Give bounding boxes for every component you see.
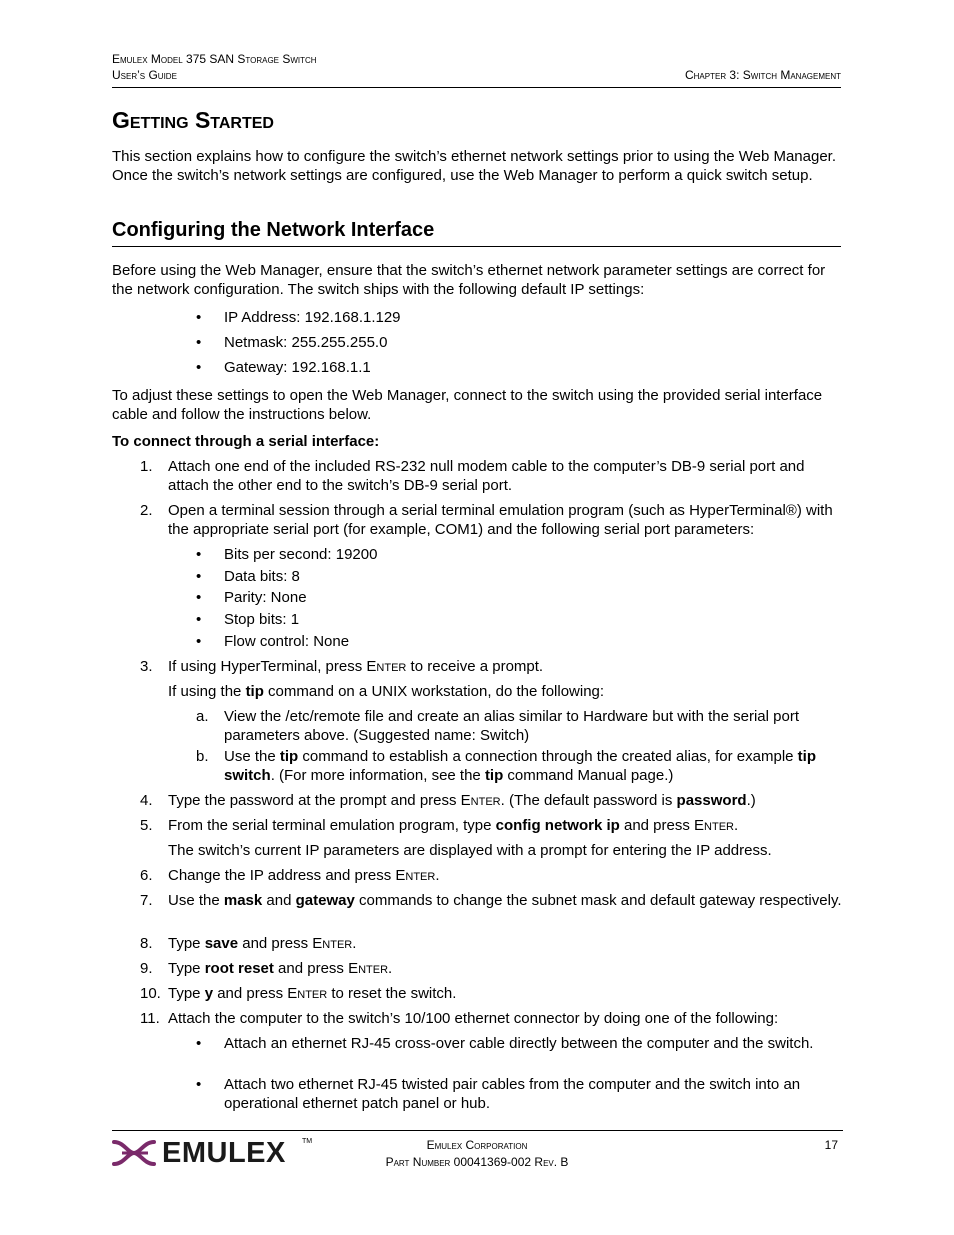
step-3-unix-text: If using the tip command on a UNIX workstation, do the following: xyxy=(168,683,605,700)
footer-rule xyxy=(112,1130,843,1131)
bullet-marker: • xyxy=(196,1035,202,1052)
step-number: 9. xyxy=(140,960,153,977)
substep-letter: b. xyxy=(196,748,209,765)
enter-key: Enter xyxy=(287,985,328,1002)
step-number: 10. xyxy=(140,985,161,1002)
footer-company: Emulex Corporation xyxy=(426,1138,528,1152)
step-number: 5. xyxy=(140,817,153,834)
step-number: 8. xyxy=(140,935,153,952)
header-chapter: Chapter 3: Switch Management xyxy=(684,68,841,82)
step-number: 4. xyxy=(140,792,153,809)
command: tip xyxy=(245,683,264,700)
bullet-marker: • xyxy=(196,359,202,376)
bullet-marker: • xyxy=(196,611,202,628)
step-5-note: The switch’s current IP parameters are displayed with a prompt for entering the IP address. xyxy=(168,842,772,859)
command: mask xyxy=(223,892,263,909)
command: tip xyxy=(484,767,504,784)
bullet-marker: • xyxy=(196,589,202,606)
step-8-text: Type save and press Enter. xyxy=(168,935,357,952)
enter-key: Enter xyxy=(348,960,389,977)
default-gateway: Gateway: 192.168.1.1 xyxy=(224,359,371,376)
step-3-text: If using HyperTerminal, press Enter to receive a prompt. xyxy=(168,658,544,675)
step-number: 7. xyxy=(140,892,153,909)
step-6-text: Change the IP address and press Enter. xyxy=(168,867,440,884)
command: config network ip xyxy=(495,817,620,834)
bullet-marker: • xyxy=(196,1076,202,1093)
trademark-mark: TM xyxy=(302,1138,313,1145)
subsection-intro: Before using the Web Manager, ensure that the switch’s ethernet network parameter settings are correct for the network configuration. The switch ships with the following default IP settings: xyxy=(112,262,826,298)
default-netmask: Netmask: 255.255.255.0 xyxy=(224,334,388,351)
command: save xyxy=(204,935,239,952)
command: gateway xyxy=(295,892,355,909)
step-number: 1. xyxy=(140,458,153,475)
step-1-text: Attach one end of the included RS-232 null modem cable to the computer’s DB-9 serial port and attach the other end to the switch’s DB-9 serial port. xyxy=(168,458,805,494)
section-intro: This section explains how to configure the switch’s ethernet network settings prior to using the Web Manager. Once the switch’s network settings are configured, use the Web Manager to perform a quick switch setup. xyxy=(112,148,836,184)
bullet-marker: • xyxy=(196,334,202,351)
step-10-text: Type y and press Enter to reset the switch. xyxy=(168,985,457,1002)
step-9-text: Type root reset and press Enter. xyxy=(168,960,393,977)
step-3b-text: Use the tip command to establish a connection through the created alias, for example tip switch. (For more information, see the tip command Manual page.) xyxy=(224,748,816,784)
connect-option-crossover: Attach an ethernet RJ-45 cross-over cable directly between the computer and the switch. xyxy=(224,1035,814,1052)
step-number: 2. xyxy=(140,502,153,519)
param-bits-per-second: Bits per second: 19200 xyxy=(224,546,378,563)
enter-key: Enter xyxy=(460,792,501,809)
footer-part-number: Part Number 00041369-002 Rev. B xyxy=(385,1155,569,1169)
step-number: 3. xyxy=(140,658,153,675)
param-flow-control: Flow control: None xyxy=(224,633,350,650)
subsection-rule xyxy=(112,246,841,247)
header-title-line1: Emulex Model 375 SAN Storage Switch xyxy=(112,52,317,66)
bullet-marker: • xyxy=(196,546,202,563)
step-7-text: Use the mask and gateway commands to change the subnet mask and default gateway respectively. xyxy=(168,892,842,909)
enter-key: Enter xyxy=(694,817,734,834)
command: y xyxy=(204,985,214,1002)
bullet-marker: • xyxy=(196,568,202,585)
command: tip xyxy=(279,748,299,765)
substep-letter: a. xyxy=(196,708,209,725)
page-number: 17 xyxy=(824,1138,838,1152)
procedure-heading: To connect through a serial interface: xyxy=(112,433,380,450)
default-password: password xyxy=(676,792,747,809)
logo-wordmark: EMULEX xyxy=(162,1137,286,1169)
enter-key: Enter xyxy=(312,935,353,952)
param-stop-bits: Stop bits: 1 xyxy=(224,611,300,628)
step-number: 6. xyxy=(140,867,153,884)
step-3a-text: View the /etc/remote file and create an alias similar to Hardware but with the serial port parameters above. (Suggested name: Switch) xyxy=(224,708,799,744)
command: tip switch xyxy=(224,748,816,784)
param-data-bits: Data bits: 8 xyxy=(224,568,300,585)
step-11-text: Attach the computer to the switch’s 10/100 ethernet connector by doing one of the following: xyxy=(168,1010,779,1027)
step-number: 11. xyxy=(140,1010,160,1027)
step-2-text: Open a terminal session through a serial terminal emulation program (such as HyperTerminal®) with the appropriate serial port (for example, COM1) and the following serial port parameters: xyxy=(168,502,833,538)
default-ip-address: IP Address: 192.168.1.129 xyxy=(224,309,401,326)
step-4-text: Type the password at the prompt and press Enter. (The default password is password.) xyxy=(168,792,756,809)
section-heading: Getting Started xyxy=(112,107,274,133)
enter-key: Enter xyxy=(395,867,436,884)
bullet-marker: • xyxy=(196,309,202,326)
param-parity: Parity: None xyxy=(224,589,307,606)
step-5-text: From the serial terminal emulation program, type config network ip and press Enter. xyxy=(168,817,739,834)
header-title-line2: User’s Guide xyxy=(112,68,177,82)
enter-key: Enter xyxy=(366,658,407,675)
bullet-marker: • xyxy=(196,633,202,650)
adjust-settings-text: To adjust these settings to open the Web Manager, connect to the switch using the provided serial interface cable and follow the instructions below. xyxy=(112,387,823,423)
subsection-heading: Configuring the Network Interface xyxy=(112,219,435,241)
command: root reset xyxy=(204,960,274,977)
header-rule xyxy=(112,87,841,88)
connect-option-patch-panel: Attach two ethernet RJ-45 twisted pair cables from the computer and the switch into an operational ethernet patch panel or hub. xyxy=(224,1076,801,1112)
